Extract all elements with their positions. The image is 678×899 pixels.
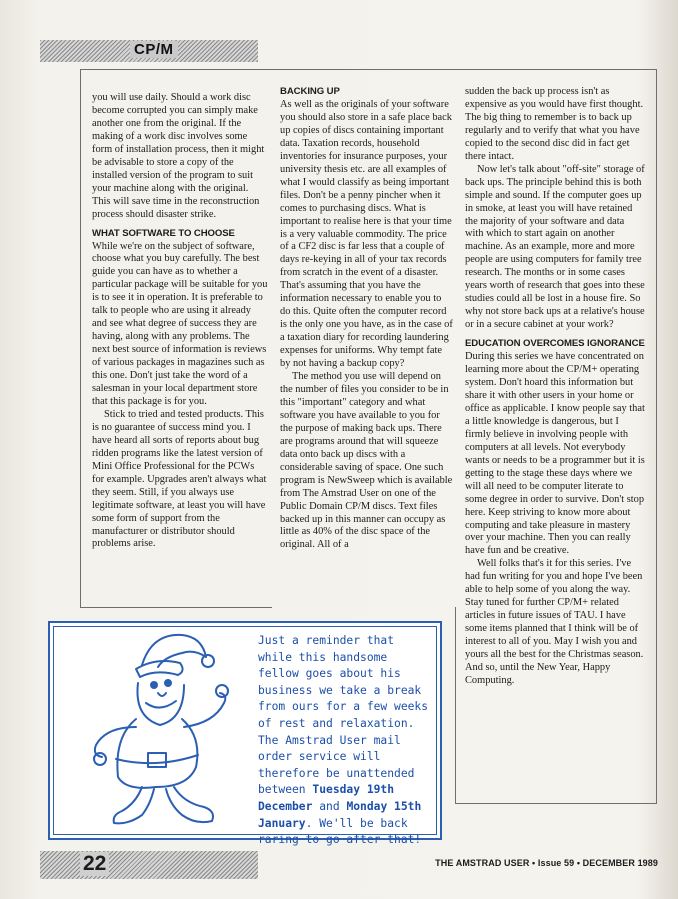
holiday-notice-text [258,633,430,849]
subheading-education-overcomes-ignorance: EDUCATION OVERCOMES IGNORANCE [465,338,645,350]
paragraph: The method you use will depend on the number of files you consider to be in this "important" category and what software you have available to you for the purpose of making back ups. There are programs around that will squeeze data onto back up discs with a considerable saving of space. One such program is NewSweep which is available from The Amstrad User on one of the Public Domain CP/M discs. Text files backed up in this manner can occupy as little as 40% of the disc space of the original. All of a [280,371,453,551]
paragraph: As well as the originals of your software you should also store in a safe place back up copies of discs containing important data. Taxation records, household inventories for insurance purposes, your university thesis etc. are all examples of what I would classify as being important files. Don't be a penny pincher when it comes to purchasing discs. What is important to realise here is that your time is a very valuable commodity. The price of a CF2 disc is far less that a couple of days re-keying in all of your tax records from scratch in the event of a disaster. That's assuming that you have the information necessary to enable you to do this. Quite often the computer record is the only one you have, as in the case of a taxation diary for recording laundering expenses for uniforms. Why tempt fate by not having a backup copy? [280,99,453,370]
notice-date-start: Tuesday 19th December [258,783,395,813]
article-column-2 [280,86,454,552]
subheading-what-software-to-choose: WHAT SOFTWARE TO CHOOSE [92,227,235,239]
paragraph: During this series we have concentrated on learning more about the CP/M+ operating system. Don't hoard this information but share it with other users in your home or office as applicable. I know people say that a little knowledge is dangerous, but I firmly believe in involving people with computers at all levels. Not everybody wants or needs to be a programmer but it is getting to the stage these days where we will all need to be computer literate to some degree in order to survive. Don't stop here. Keep striving to know more about computing and take pleasure in mastery over your machine. Then you can really have fun and be creative. [465,351,645,557]
holiday-notice-box [48,621,442,847]
paragraph: you will use daily. Should a work disc become corrupted you can simply make another one from the original. If the making of a work disc involves some form of installation process, then it might be advisable to store a copy of the installed version of the program to suit your machine along with the original. This will save time in the reconstruction process should disaster strike. [92,92,265,220]
article-column-1 [92,92,268,551]
paragraph: sudden the back up process isn't as expensive as you would have first thought. The big thing to remember is to back up regularly and to verify that what you have copied to the second disc did in fact get there intact. [465,86,644,162]
paragraph: Now let's talk about "off-site" storage of back ups. The principle behind this is both simple and sound. If the computer goes up in smoke, at least you will have retained the majority of your software and data with which to start again on another machine. As an example, more and more people are using computers for family tree research. The months or in some cases years worth of research that goes into these studies could all be lost in a house fire. So why not store back ups at a relative's house or in a secure cabinet at your work? [465,163,645,331]
notice-date-end: Monday 15th January [258,799,422,830]
article-column-3 [465,86,645,688]
issue-info: • Issue 59 • DECEMBER 1989 [529,858,658,868]
footer-masthead [435,858,658,868]
left-column-bottom-line [80,607,272,608]
paragraph: Well folks that's it for this series. I've had fun writing for you and hope I've been able to help some of you along the way. Stay tuned for further CP/M+ related articles in future issues of TAU. I have some items planned that I think will be of interest to all of you. May I wish you and yours all the best for the Christmas season. And so, until the New Year, Happy Computing. [465,558,644,686]
page-number: 22 [80,852,109,876]
notice-text-part: . We'll be back raring to go after that! [258,816,422,847]
paragraph: While we're on the subject of software, choose what you buy carefully. The best guide you can have as to whether a particular package will be suitable for you is to see it in operation. It is preferable to talk to people who are using it already and see what degree of success they are having, along with any problems. The next best source of information is reviews of various packages in magazines such as this one. Don't just take the word of a salesman in your local department store that this package is for you. [92,240,268,407]
subheading-backing-up: BACKING UP [280,86,340,97]
section-label: CP/M [130,41,178,58]
santa-illustration [56,627,256,832]
notice-text-part: and [312,799,347,813]
footer-bar [40,851,258,879]
paragraph: Stick to tried and tested products. This is no guarantee of success mind you. I have heard all sorts of reports about bug ridden programs like the latest version of Mini Office Professional for the PCWs for example. Upgrades aren't always what they seem. Still, if you always use legitimate software, at least you will have some form of support from the manufacturer or distributor should problems arise. [92,408,267,550]
notice-text-part: Just a reminder that while this handsome fellow goes about his business we take a break from ours for a few weeks of rest and relaxation. The Amstrad User mail order service will therefore be unattended between [258,634,429,797]
magazine-name: THE AMSTRAD USER [435,858,530,868]
